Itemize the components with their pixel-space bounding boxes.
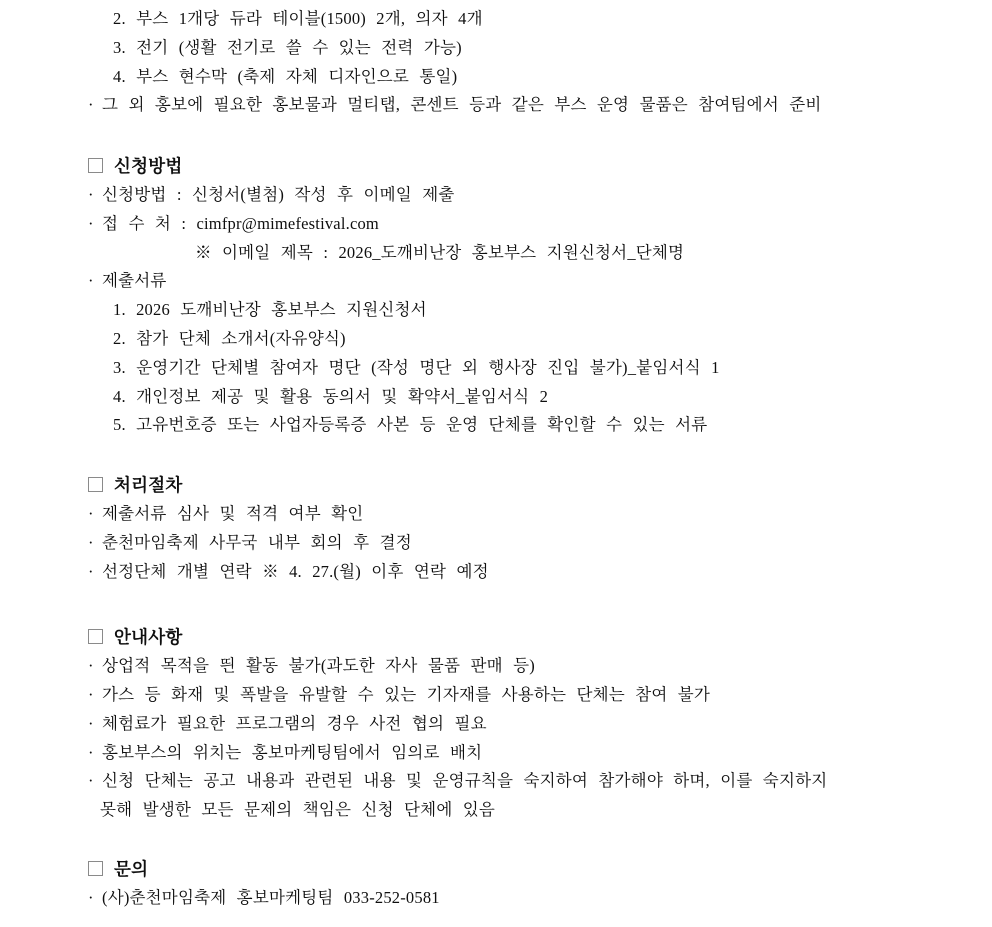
bullet-text: 홍보부스의 위치는 홍보마케팅팀에서 임의로 배치 [102, 742, 483, 762]
bullet-line [88, 710, 976, 739]
bullet-line-phone [88, 884, 976, 913]
bullet-text: 제출서류 [102, 271, 167, 291]
bullet-text: 상업적 목적을 띈 활동 불가(과도한 자사 물품 판매 등) [102, 656, 535, 676]
bullet-dot: · [88, 184, 94, 204]
required-doc-item: 3. 운영기간 단체별 참여자 명단 (작성 명단 외 행사장 진입 불가)_붙임서식 1 [113, 357, 720, 377]
bullet-text: 신청방법 : 신청서(별첨) 작성 후 이메일 제출 [102, 184, 455, 204]
section-header-contact [88, 855, 976, 884]
bullet-continuation-line: 못해 발생한 모든 문제의 책임은 신청 단체에 있음 [100, 800, 496, 820]
bullet-dot: · [88, 771, 94, 791]
booth-supply-item: 4. 부스 현수막 (축제 자체 디자인으로 통일) [113, 66, 458, 86]
bullet-line [88, 529, 976, 558]
bullet-line [88, 181, 976, 210]
booth-supply-item: 2. 부스 1개당 듀라 테이블(1500) 2개, 의자 4개 [113, 9, 483, 28]
section-title: 처리절차 [114, 475, 183, 496]
checkbox-icon [88, 477, 103, 492]
required-doc-item: 4. 개인정보 제공 및 활용 동의서 및 확약서_붙임서식 2 [113, 386, 549, 406]
bullet-line [88, 558, 976, 587]
bullet-text: 선정단체 개별 연락 ※ 4. 27.(월) 이후 연락 예정 [102, 561, 489, 581]
bullet-dot: · [88, 271, 94, 291]
bullet-line [88, 652, 976, 681]
bullet-dot: · [88, 561, 94, 581]
email-subject-note: ※ 이메일 제목 : 2026_도깨비난장 홍보부스 지원신청서_단체명 [195, 242, 685, 262]
bullet-dot: · [88, 742, 94, 762]
section-title: 문의 [114, 858, 149, 879]
bullet-dot: · [88, 95, 94, 115]
bullet-text: 가스 등 화재 및 폭발을 유발할 수 있는 기자재를 사용하는 단체는 참여 불가 [102, 684, 711, 704]
bullet-line-email [88, 210, 976, 239]
checkbox-icon [88, 158, 103, 173]
bullet-line [88, 267, 976, 296]
bullet-line [88, 767, 976, 796]
email-address-text: 접 수 처 : cimfpr@mimefestival.com [102, 213, 379, 233]
required-doc-item: 5. 고유번호증 또는 사업자등록증 사본 등 운영 단체를 확인할 수 있는 서류 [113, 415, 708, 435]
section-title: 신청방법 [114, 156, 183, 177]
bullet-dot: · [88, 213, 94, 233]
bullet-dot: · [88, 887, 94, 907]
bullet-dot: · [88, 503, 94, 523]
contact-phone-text: (사)춘천마임축제 홍보마케팅팀 033-252-0581 [102, 887, 440, 907]
section-header-guide [88, 623, 976, 652]
bullet-text: 체험료가 필요한 프로그램의 경우 사전 협의 필요 [102, 713, 487, 733]
bullet-text: 신청 단체는 공고 내용과 관련된 내용 및 운영규칙을 숙지하여 참가해야 하며, 이를 숙지하지 [102, 771, 828, 791]
bullet-text: 그 외 홍보에 필요한 홍보물과 멀티탭, 콘센트 등과 같은 부스 운영 물품은 참여팀에서 준비 [102, 95, 822, 115]
required-doc-item: 1. 2026 도깨비난장 홍보부스 지원신청서 [113, 300, 427, 320]
bullet-line [88, 681, 976, 710]
bullet-text: 춘천마임축제 사무국 내부 회의 후 결정 [102, 532, 412, 552]
section-title: 안내사항 [114, 627, 183, 648]
bullet-line [88, 500, 976, 529]
bullet-dot: · [88, 532, 94, 552]
bullet-dot: · [88, 713, 94, 733]
booth-supply-item: 3. 전기 (생활 전기로 쓸 수 있는 전력 가능) [113, 37, 462, 57]
section-header-apply-method [88, 152, 976, 181]
bullet-dot: · [88, 684, 94, 704]
checkbox-icon [88, 861, 103, 876]
bullet-text: 제출서류 심사 및 적격 여부 확인 [102, 503, 364, 523]
section-header-process [88, 471, 976, 500]
bullet-line [88, 739, 976, 768]
bullet-dot: · [88, 656, 94, 676]
bullet-line [88, 91, 976, 120]
required-doc-item: 2. 참가 단체 소개서(자유양식) [113, 328, 346, 348]
checkbox-icon [88, 629, 103, 644]
